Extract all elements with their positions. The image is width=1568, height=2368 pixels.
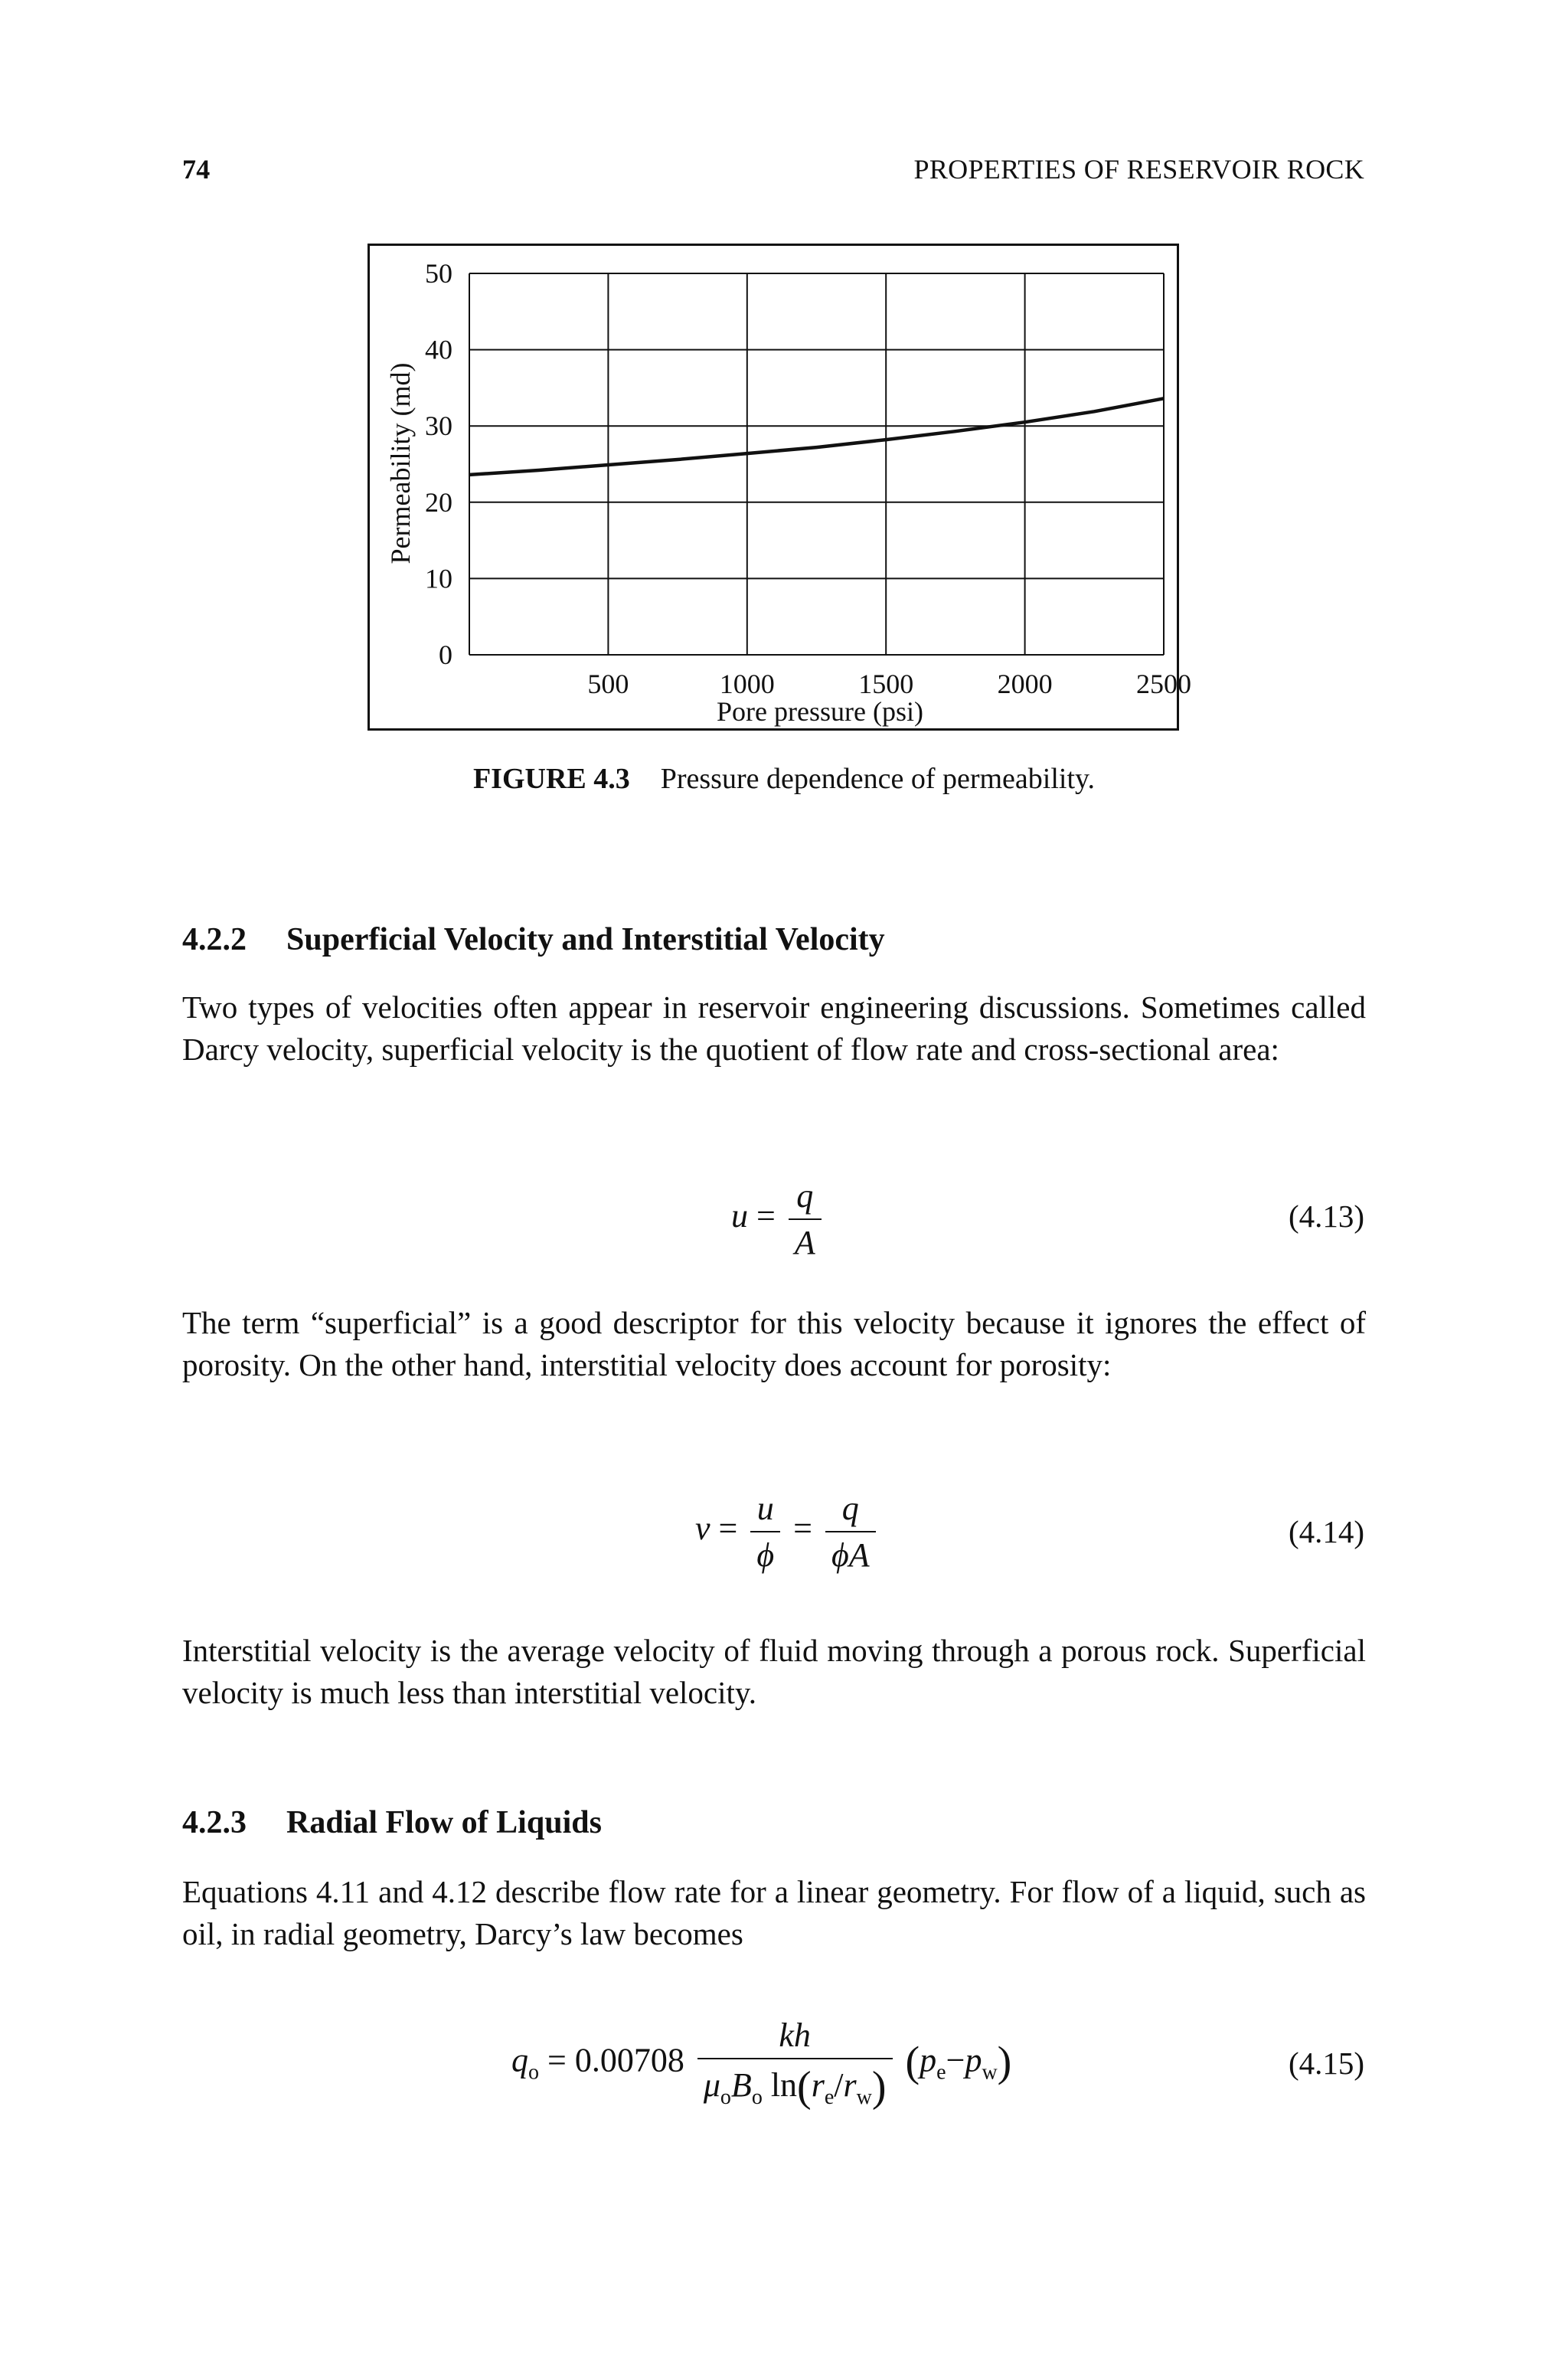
eq-B-sub: o [751, 2085, 763, 2109]
eq-rparen-2: ) [997, 2038, 1012, 2086]
eq-equals-2: = [793, 1509, 812, 1548]
x-tick-label-2000: 2000 [997, 669, 1053, 699]
eq-equals: = [547, 2041, 567, 2079]
y-axis-label: Permeability (md) [385, 362, 416, 564]
fraction [697, 2016, 893, 2111]
numerator: q [789, 1176, 822, 1220]
x-axis-label: Pore pressure (psi) [717, 696, 923, 727]
paragraph-interstitial-velocity: Interstitial velocity is the average velocity of fluid moving through a porous rock. Superficial velocity is much less than interstitial velocity. [182, 1633, 1366, 1710]
numerator: u [750, 1489, 780, 1532]
eq-mu: μ [703, 2066, 720, 2104]
section-heading-4-2-3 [182, 1804, 602, 1841]
denominator: ϕ [756, 1536, 775, 1574]
denominator: ϕA [831, 1536, 870, 1574]
x-tick-label-500: 500 [587, 669, 629, 699]
eq-equals: = [718, 1509, 738, 1548]
y-tick-label-20: 20 [425, 486, 452, 518]
eq-lparen-2: ( [905, 2038, 920, 2086]
eq-rw-sub: w [856, 2085, 872, 2109]
eq-B: B [730, 2066, 752, 2104]
section-heading-4-2-2 [182, 921, 885, 958]
figure-caption-text: Pressure dependence of permeability. [660, 763, 1096, 795]
eq-rw: r [843, 2066, 857, 2104]
section-number: 4.2.3 [182, 1805, 247, 1840]
eq-pe: p [920, 2041, 937, 2079]
equation-number-4-13: (4.13) [1288, 1199, 1364, 1234]
x-tick-label-1000: 1000 [719, 669, 775, 699]
eq-rparen: ) [871, 2063, 887, 2111]
figure-caption [0, 762, 1568, 796]
chart-tick-labels [425, 258, 1191, 699]
eq-q: q [511, 2041, 528, 2079]
eq-re: r [811, 2066, 825, 2104]
eq-coefficient: 0.00708 [574, 2041, 684, 2079]
numerator: q [825, 1489, 876, 1532]
y-tick-label-50: 50 [425, 258, 452, 289]
figure-frame [368, 244, 1191, 731]
eq-pw: p [965, 2041, 982, 2079]
eq-lparen: ( [797, 2063, 812, 2111]
section-number: 4.2.2 [182, 922, 247, 957]
permeability-chart [370, 246, 1191, 733]
figure-label: FIGURE 4.3 [472, 763, 630, 795]
equation-4-14 [695, 1489, 880, 1575]
denominator [697, 2059, 893, 2111]
paragraph-superficial-term: The term “superficial” is a good descriptor for this velocity because it ignores the effect of porosity. On the other hand, interstitial velocity does account for porosity: [182, 1305, 1366, 1382]
numerator: kh [697, 2016, 893, 2059]
eq-lhs: u [731, 1197, 748, 1235]
chart-series [469, 398, 1164, 475]
fraction [789, 1176, 822, 1262]
paragraph-radial-flow: Equations 4.11 and 4.12 describe flow rate for a linear geometry. For flow of a liquid, such as oil, in radial geometry, Darcy’s law becomes [182, 1874, 1366, 1951]
eq-equals: = [756, 1197, 776, 1235]
eq-pe-sub: e [936, 2060, 946, 2085]
fraction-1 [750, 1489, 780, 1575]
fraction-2 [825, 1489, 876, 1575]
eq-slash: / [834, 2066, 844, 2104]
paragraph-superficial-velocity: Two types of velocities often appear in reservoir engineering discussions. Sometimes called Darcy velocity, superficial velocity is the quotient of flow rate and cross-sectional area: [182, 989, 1366, 1067]
equation-4-15 [511, 2016, 1011, 2111]
equation-4-13 [731, 1176, 826, 1262]
eq-ln: ln [770, 2066, 798, 2104]
equation-number-4-14: (4.14) [1288, 1514, 1364, 1549]
eq-mu-sub: o [720, 2085, 731, 2109]
series-line-permeability [469, 398, 1164, 475]
x-tick-label-2500: 2500 [1136, 669, 1191, 699]
y-tick-label-40: 40 [425, 334, 452, 365]
section-title: Superficial Velocity and Interstitial Velocity [286, 922, 885, 957]
running-title: PROPERTIES OF RESERVOIR ROCK [913, 154, 1364, 185]
chart-grid [469, 273, 1164, 655]
y-tick-label-30: 30 [425, 410, 452, 442]
equation-number-4-15: (4.15) [1288, 2046, 1364, 2081]
y-tick-label-0: 0 [439, 639, 452, 670]
eq-re-sub: e [824, 2085, 835, 2109]
eq-q-sub: o [528, 2060, 539, 2085]
x-tick-label-1500: 1500 [858, 669, 914, 699]
page-number: 74 [182, 154, 211, 185]
section-title: Radial Flow of Liquids [286, 1805, 602, 1840]
eq-minus: − [946, 2041, 965, 2079]
eq-pw-sub: w [982, 2060, 998, 2085]
eq-lhs: v [695, 1509, 710, 1548]
denominator: A [794, 1224, 815, 1261]
y-tick-label-10: 10 [425, 563, 452, 594]
